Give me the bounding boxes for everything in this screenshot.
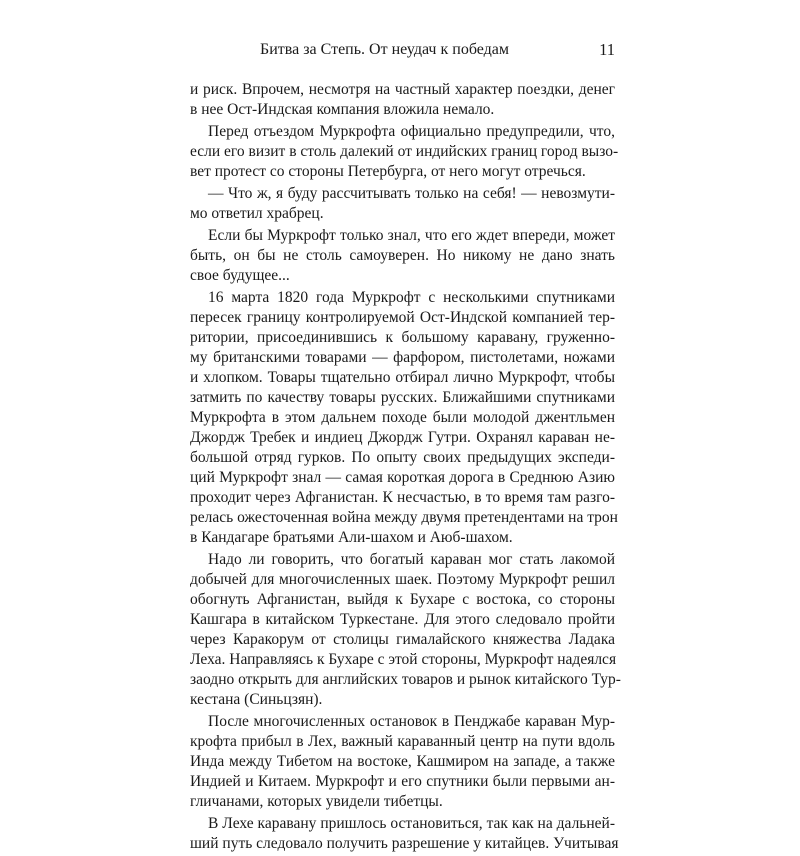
text-line: Перед отъездом Муркрофта официально предупредили, что, <box>208 123 615 140</box>
text-line: — Что ж, я буду рассчитывать только на себя! — невозмути- <box>208 185 615 202</box>
text-line: в Кандагаре братьями Али-шахом и Аюб-шахом. <box>190 529 513 546</box>
text-line: релась ожесточенная война между двумя претендентами на трон <box>190 509 618 526</box>
text-line: 16 марта 1820 года Муркрофт с несколькими спутниками <box>208 289 615 306</box>
text-line: затмить по качеству товары русских. Ближайшими спутниками <box>190 389 615 406</box>
text-line: крофта прибыл в Лех, важный караванный центр на пути вдоль <box>190 733 615 750</box>
paragraph <box>190 712 615 812</box>
body-text <box>190 80 621 856</box>
text-line: через Каракорум от столицы гималайского княжества Ладака <box>190 631 615 648</box>
text-line: вет протест со стороны Петербурга, от него могут отречься. <box>190 163 586 180</box>
text-line: ритории, присоединившись к большому каравану, груженно- <box>190 329 615 346</box>
text-line: и риск. Впрочем, несмотря на частный характер поездки, денег <box>190 81 615 98</box>
text-line: Индией и Китаем. Муркрофт и его спутники были первыми ан- <box>190 773 615 790</box>
text-line: Если бы Муркрофт только знал, что его ждет впереди, может <box>208 227 615 244</box>
paragraph <box>190 184 615 224</box>
paragraph <box>190 288 618 548</box>
text-line: проходит через Афганистан. К несчастью, в то время там разго- <box>190 489 615 506</box>
text-line: В Лехе каравану пришлось остановиться, так как на дальней- <box>208 815 615 832</box>
text-line: Муркрофта в этом дальнем походе были молодой джентльмен <box>190 409 615 426</box>
paragraph <box>190 226 615 286</box>
text-line: му британскими товарами — фарфором, пистолетами, ножами <box>190 349 615 366</box>
paragraph <box>190 122 619 182</box>
paragraph <box>190 814 619 854</box>
text-line: быть, он бы не столь самоуверен. Но никому не дано знать <box>190 247 615 264</box>
text-line: мо ответил храбрец. <box>190 205 324 222</box>
text-line: кестана (Синьцзян). <box>190 691 323 708</box>
text-line: Кашгара в китайском Туркестане. Для этого следовало пройти <box>190 611 615 628</box>
text-line: пересек границу контролируемой Ост-Индской компанией тер- <box>190 309 615 326</box>
text-line: если его визит в столь далекий от индийских границ город вызо- <box>190 143 619 160</box>
paragraph <box>190 80 615 120</box>
text-line: в нее Ост-Индская компания вложила немало. <box>190 101 495 118</box>
text-line: добычей для многочисленных шаек. Поэтому Муркрофт решил <box>190 571 615 588</box>
text-line: ший путь следовало получить разрешение у китайцев. Учитывая <box>190 835 619 852</box>
text-line: Леха. Направляясь к Бухаре с этой стороны, Муркрофт надеялся <box>190 651 617 668</box>
paragraph <box>190 550 621 710</box>
text-line: и хлопком. Товары тщательно отбирал лично Муркрофт, чтобы <box>190 369 615 386</box>
text-line: Джордж Требек и индиец Джордж Гутри. Охранял караван не- <box>190 429 615 446</box>
text-line: свое будущее... <box>190 267 290 284</box>
running-head <box>190 38 615 62</box>
page-number: 11 <box>599 40 615 59</box>
text-line: заодно открыть для английских товаров и рынок китайского Тур- <box>190 671 621 688</box>
text-line: После многочисленных остановок в Пенджабе караван Мур- <box>208 713 615 730</box>
text-line: обогнуть Афганистан, выйдя к Бухаре с востока, со стороны <box>190 591 615 608</box>
text-line: Надо ли говорить, что богатый караван мог стать лакомой <box>208 551 615 568</box>
text-line: Инда между Тибетом на востоке, Кашмиром на западе, а также <box>190 753 615 770</box>
text-line: гличанами, которых увидели тибетцы. <box>190 793 443 810</box>
text-line: ций Муркрофт знал — самая короткая дорога в Среднюю Азию <box>190 469 615 486</box>
text-line: большой отряд гурков. По опыту своих предыдущих экспеди- <box>190 449 615 466</box>
running-title: Битва за Степь. От неудач к победам <box>260 41 509 58</box>
